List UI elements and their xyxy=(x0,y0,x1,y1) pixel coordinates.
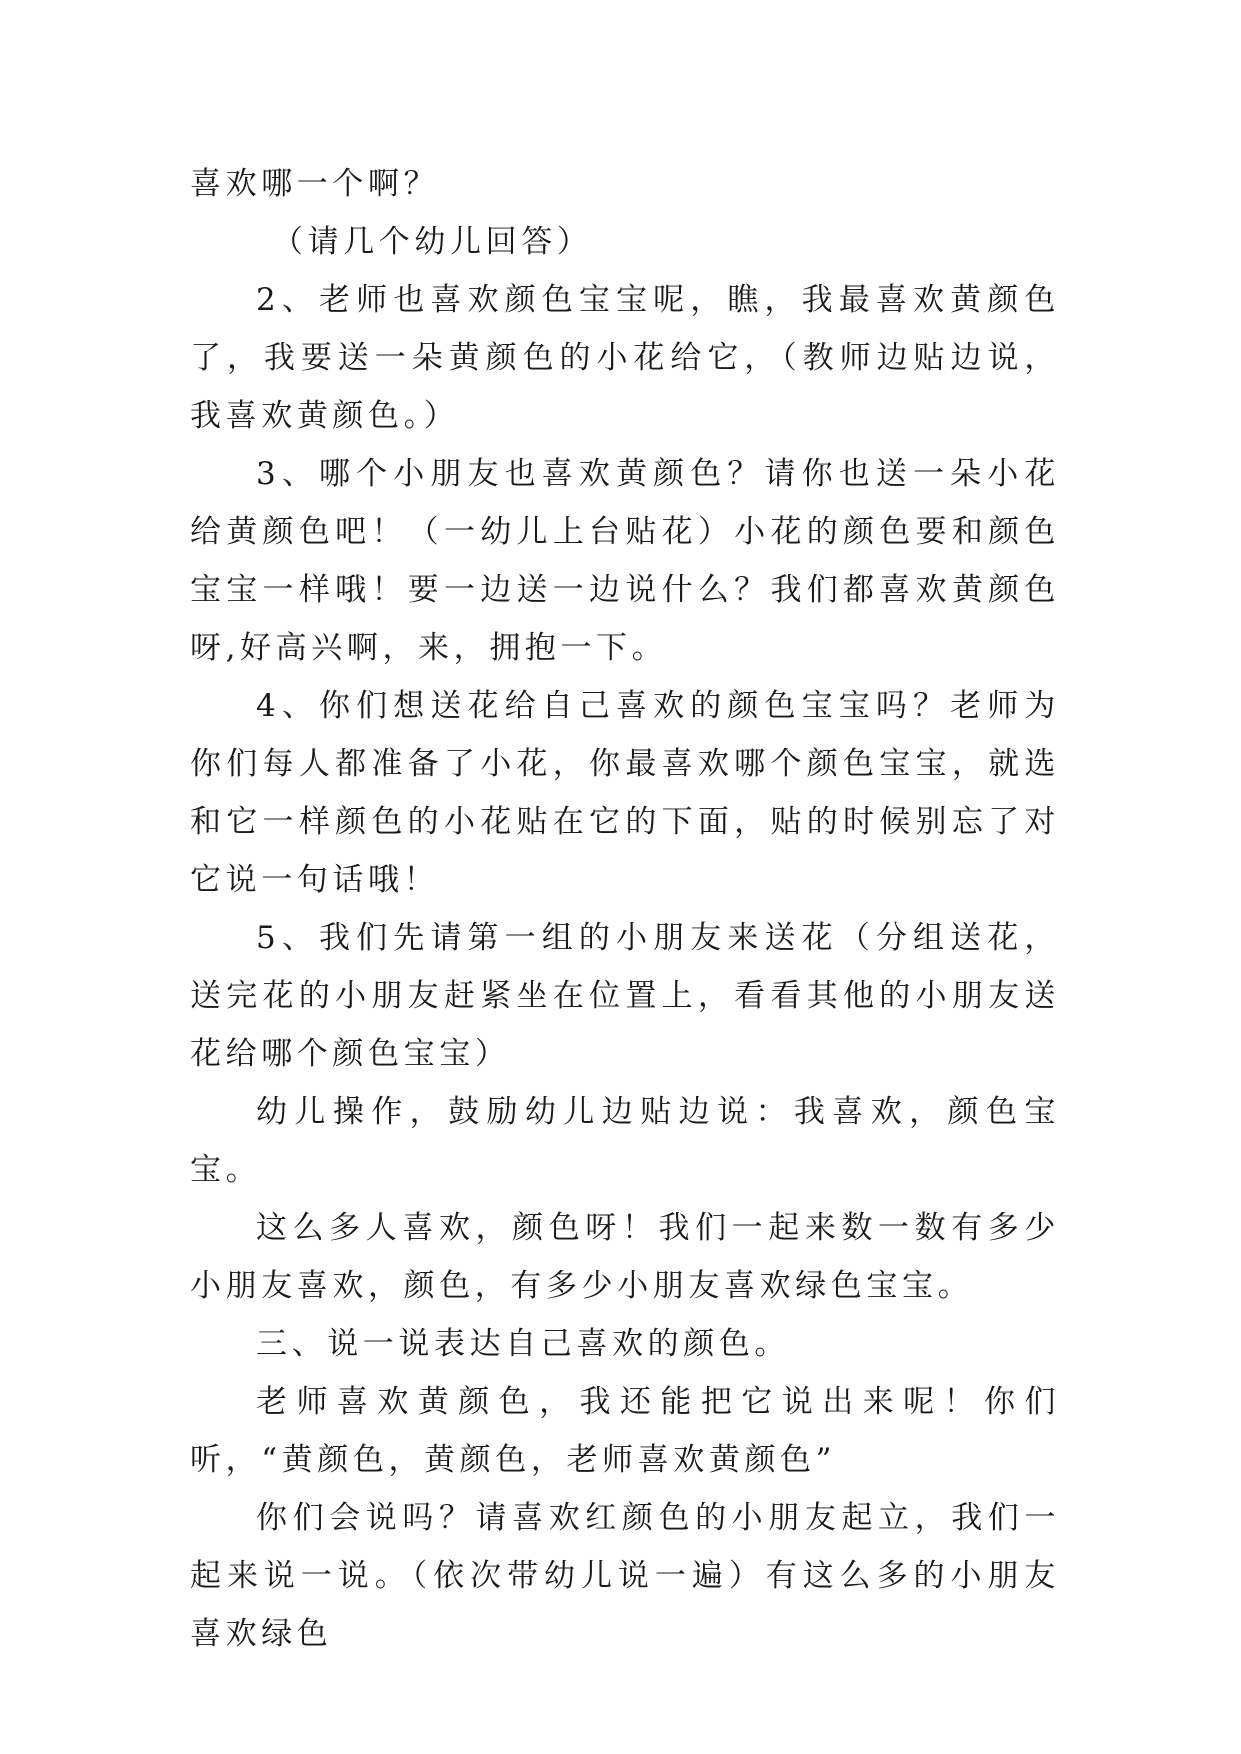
paragraph-child-activity: 幼儿操作，鼓励幼儿边贴边说：我喜欢，颜色宝宝。 xyxy=(190,1094,1060,1188)
paragraph-stage-direction: （请几个幼儿回答） xyxy=(272,224,593,260)
paragraph-counting: 这么多人喜欢，颜色呀！我们一起来数一数有多少小朋友喜欢，颜色，有多少小朋友喜欢绿色宝宝。 xyxy=(190,1210,1060,1304)
paragraph-teacher-says: 老师喜欢黄颜色，我还能把它说出来呢！你们听，“黄颜色，黄颜色，老师喜欢黄颜色” xyxy=(190,1384,1060,1478)
document-body xyxy=(190,155,1060,1663)
paragraph-step-5: 5、我们先请第一组的小朋友来送花（分组送花，送完花的小朋友赶紧坐在位置上，看看其他的小朋友送花给哪个颜色宝宝） xyxy=(190,920,1060,1072)
paragraph-continuation: 喜欢哪一个啊？ xyxy=(190,166,440,202)
paragraph-children-say: 你们会说吗？请喜欢红颜色的小朋友起立，我们一起来说一说。（依次带幼儿说一遍）有这么多的小朋友喜欢绿色 xyxy=(190,1500,1060,1652)
paragraph-step-2: 2、老师也喜欢颜色宝宝呢，瞧，我最喜欢黄颜色了，我要送一朵黄颜色的小花给它，（教师边贴边说，我喜欢黄颜色。） xyxy=(190,282,1060,434)
section-heading-three: 三、说一说表达自己喜欢的颜色。 xyxy=(256,1326,790,1362)
paragraph-step-3: 3、哪个小朋友也喜欢黄颜色？请你也送一朵小花给黄颜色吧！（一幼儿上台贴花）小花的颜色要和颜色宝宝一样哦！要一边送一边说什么？我们都喜欢黄颜色呀,好高兴啊，来，拥抱一下。 xyxy=(190,456,1060,666)
paragraph-step-4: 4、你们想送花给自己喜欢的颜色宝宝吗？老师为你们每人都准备了小花，你最喜欢哪个颜色宝宝，就选和它一样颜色的小花贴在它的下面，贴的时候别忘了对它说一句话哦！ xyxy=(190,688,1060,898)
